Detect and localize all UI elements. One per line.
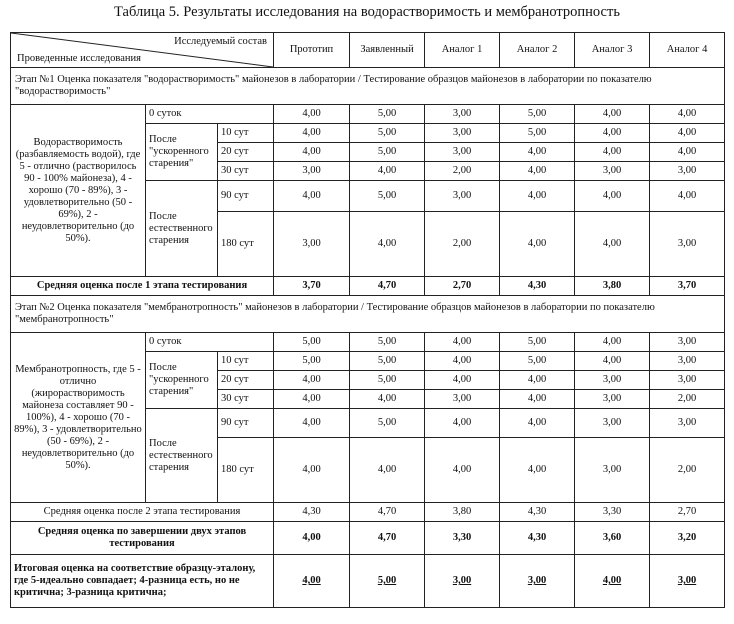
final-value: 3,00 bbox=[527, 575, 547, 586]
row-label: 20 сут bbox=[218, 371, 274, 390]
stage-title: Этап №2 Оценка показателя "мембранотропность" майонезов в лаборатории / Тестирование образцов майонезов в лаборатории по показателю "мембранотропность" bbox=[11, 296, 725, 333]
data-row bbox=[11, 105, 725, 124]
value-cell: 5,00 bbox=[500, 124, 575, 143]
value-cell: 4,00 bbox=[350, 438, 425, 503]
value-cell: 5,00 bbox=[350, 143, 425, 162]
final-value-cell bbox=[500, 555, 575, 608]
value-cell: 3,00 bbox=[575, 162, 650, 181]
value-cell: 3,00 bbox=[425, 390, 500, 409]
value-cell: 5,00 bbox=[350, 124, 425, 143]
value-cell: 4,30 bbox=[274, 503, 350, 522]
value-cell: 4,00 bbox=[650, 143, 725, 162]
final-value: 4,00 bbox=[602, 575, 622, 586]
average-row bbox=[11, 277, 725, 296]
value-cell: 5,00 bbox=[500, 333, 575, 352]
value-cell: 3,00 bbox=[575, 409, 650, 438]
value-cell: 4,00 bbox=[274, 438, 350, 503]
value-cell: 4,00 bbox=[350, 162, 425, 181]
final-value-cell bbox=[274, 555, 350, 608]
value-cell: 3,00 bbox=[425, 143, 500, 162]
value-cell: 4,00 bbox=[274, 371, 350, 390]
value-cell: 4,00 bbox=[425, 438, 500, 503]
value-cell: 4,00 bbox=[500, 390, 575, 409]
col-header: Аналог 4 bbox=[650, 33, 725, 68]
row-label: 30 сут bbox=[218, 162, 274, 181]
value-cell: 4,00 bbox=[575, 181, 650, 212]
value-cell: 4,00 bbox=[650, 124, 725, 143]
value-cell: 4,00 bbox=[500, 212, 575, 277]
final-value: 3,00 bbox=[677, 575, 697, 586]
row-label: 180 сут bbox=[218, 212, 274, 277]
value-cell: 4,00 bbox=[274, 522, 350, 555]
value-cell: 4,00 bbox=[274, 124, 350, 143]
value-cell: 3,00 bbox=[650, 352, 725, 371]
value-cell: 5,00 bbox=[500, 352, 575, 371]
final-value-cell bbox=[350, 555, 425, 608]
final-value-cell bbox=[575, 555, 650, 608]
value-cell: 3,80 bbox=[425, 503, 500, 522]
col-header: Аналог 1 bbox=[425, 33, 500, 68]
final-row bbox=[11, 555, 725, 608]
value-cell: 5,00 bbox=[274, 333, 350, 352]
final-value: 5,00 bbox=[377, 575, 397, 586]
value-cell: 3,70 bbox=[650, 277, 725, 296]
value-cell: 2,00 bbox=[425, 212, 500, 277]
row-label: 90 сут bbox=[218, 181, 274, 212]
value-cell: 3,60 bbox=[575, 522, 650, 555]
value-cell: 4,00 bbox=[274, 409, 350, 438]
final-value: 3,00 bbox=[452, 575, 472, 586]
value-cell: 3,00 bbox=[650, 371, 725, 390]
col-header: Заявленный bbox=[350, 33, 425, 68]
final-label: Итоговая оценка на соответствие образцу-эталону, где 5-идеально совпадает; 4-разница есть, но не критична; 3-разница критична; bbox=[11, 555, 274, 608]
value-cell: 3,00 bbox=[575, 438, 650, 503]
total-row bbox=[11, 522, 725, 555]
value-cell: 5,00 bbox=[350, 181, 425, 212]
header-row bbox=[11, 33, 725, 68]
value-cell: 3,70 bbox=[274, 277, 350, 296]
value-cell: 4,00 bbox=[575, 352, 650, 371]
value-cell: 4,00 bbox=[425, 352, 500, 371]
results-table bbox=[10, 32, 725, 608]
value-cell: 4,00 bbox=[575, 143, 650, 162]
value-cell: 4,30 bbox=[500, 503, 575, 522]
value-cell: 4,00 bbox=[500, 409, 575, 438]
col-header: Аналог 3 bbox=[575, 33, 650, 68]
final-value: 4,00 bbox=[302, 575, 321, 586]
header-corner bbox=[11, 33, 274, 68]
stage-title-row bbox=[11, 296, 725, 333]
value-cell: 4,70 bbox=[350, 522, 425, 555]
value-cell: 2,70 bbox=[650, 503, 725, 522]
accel-aging-label: После "ускоренного старения" bbox=[146, 124, 218, 181]
value-cell: 5,00 bbox=[350, 352, 425, 371]
value-cell: 4,00 bbox=[274, 181, 350, 212]
stage-title-row bbox=[11, 68, 725, 105]
value-cell: 5,00 bbox=[350, 105, 425, 124]
value-cell: 4,00 bbox=[425, 333, 500, 352]
value-cell: 3,80 bbox=[575, 277, 650, 296]
accel-aging-label: После "ускоренного старения" bbox=[146, 352, 218, 409]
natural-aging-label: После естественного старения bbox=[146, 181, 218, 277]
row-label: 0 суток bbox=[146, 333, 274, 352]
row-label: 90 сут bbox=[218, 409, 274, 438]
value-cell: 3,00 bbox=[650, 333, 725, 352]
col-header: Аналог 2 bbox=[500, 33, 575, 68]
corner-top-label: Исследуемый состав bbox=[174, 36, 268, 47]
row-label: 0 суток bbox=[146, 105, 274, 124]
value-cell: 4,00 bbox=[350, 390, 425, 409]
value-cell: 3,00 bbox=[650, 162, 725, 181]
value-cell: 4,00 bbox=[274, 390, 350, 409]
value-cell: 2,00 bbox=[650, 390, 725, 409]
value-cell: 3,00 bbox=[575, 390, 650, 409]
value-cell: 3,00 bbox=[425, 105, 500, 124]
value-cell: 4,30 bbox=[500, 522, 575, 555]
value-cell: 3,00 bbox=[425, 124, 500, 143]
value-cell: 4,00 bbox=[350, 212, 425, 277]
row-label: 30 сут bbox=[218, 390, 274, 409]
row-label: 180 сут bbox=[218, 438, 274, 503]
value-cell: 4,70 bbox=[350, 503, 425, 522]
value-cell: 4,00 bbox=[500, 143, 575, 162]
value-cell: 4,00 bbox=[500, 181, 575, 212]
value-cell: 4,00 bbox=[650, 181, 725, 212]
value-cell: 4,70 bbox=[350, 277, 425, 296]
value-cell: 3,00 bbox=[575, 371, 650, 390]
value-cell: 3,00 bbox=[650, 409, 725, 438]
final-value-cell bbox=[650, 555, 725, 608]
value-cell: 5,00 bbox=[350, 371, 425, 390]
value-cell: 4,30 bbox=[500, 277, 575, 296]
value-cell: 2,00 bbox=[650, 438, 725, 503]
average-label: Средняя оценка после 2 этапа тестирования bbox=[11, 503, 274, 522]
value-cell: 5,00 bbox=[350, 409, 425, 438]
final-value-cell bbox=[425, 555, 500, 608]
total-label: Средняя оценка по завершении двух этапов тестирования bbox=[11, 522, 274, 555]
value-cell: 3,30 bbox=[575, 503, 650, 522]
value-cell: 4,00 bbox=[575, 212, 650, 277]
value-cell: 5,00 bbox=[274, 352, 350, 371]
natural-aging-label: После естественного старения bbox=[146, 409, 218, 503]
value-cell: 3,00 bbox=[274, 212, 350, 277]
value-cell: 4,00 bbox=[274, 105, 350, 124]
value-cell: 4,00 bbox=[575, 105, 650, 124]
value-cell: 2,70 bbox=[425, 277, 500, 296]
table-title: Таблица 5. Результаты исследования на водорастворимость и мембранотропность bbox=[114, 4, 620, 20]
value-cell: 4,00 bbox=[500, 438, 575, 503]
value-cell: 3,30 bbox=[425, 522, 500, 555]
stage-title: Этап №1 Оценка показателя "водорастворимость" майонезов в лаборатории / Тестирование образцов майонезов в лаборатории по показателю "водорастворимость" bbox=[11, 68, 725, 105]
value-cell: 3,00 bbox=[650, 212, 725, 277]
average-label: Средняя оценка после 1 этапа тестирования bbox=[11, 277, 274, 296]
value-cell: 2,00 bbox=[425, 162, 500, 181]
value-cell: 4,00 bbox=[650, 105, 725, 124]
criterion-description: Мембранотропность, где 5 - отлично (жирорастворимость майонеза составляет 90 - 100%), 4 - хорошо (70 - 89%), 3 - удовлетворительно (50 - 69%), 2 - неудовлетворительно (до 50%). bbox=[11, 333, 146, 503]
value-cell: 3,00 bbox=[425, 181, 500, 212]
row-label: 10 сут bbox=[218, 352, 274, 371]
value-cell: 4,00 bbox=[500, 162, 575, 181]
average-row bbox=[11, 503, 725, 522]
corner-bottom-label: Проведенные исследования bbox=[17, 53, 141, 64]
col-header: Прототип bbox=[274, 33, 350, 68]
criterion-description: Водорастворимость (разбавляемость водой), где 5 - отлично (растворилось 90 - 100% майонеза), 4 - хорошо (70 - 89%), 3 - удовлетворительно (50 - 69%), 2 - неудовлетворительно (до 50%). bbox=[11, 105, 146, 277]
value-cell: 4,00 bbox=[500, 371, 575, 390]
value-cell: 4,00 bbox=[575, 333, 650, 352]
value-cell: 4,00 bbox=[575, 124, 650, 143]
row-label: 10 сут bbox=[218, 124, 274, 143]
value-cell: 5,00 bbox=[500, 105, 575, 124]
value-cell: 4,00 bbox=[425, 371, 500, 390]
value-cell: 5,00 bbox=[350, 333, 425, 352]
value-cell: 3,20 bbox=[650, 522, 725, 555]
row-label: 20 сут bbox=[218, 143, 274, 162]
value-cell: 4,00 bbox=[425, 409, 500, 438]
value-cell: 4,00 bbox=[274, 143, 350, 162]
value-cell: 3,00 bbox=[274, 162, 350, 181]
data-row bbox=[11, 333, 725, 352]
